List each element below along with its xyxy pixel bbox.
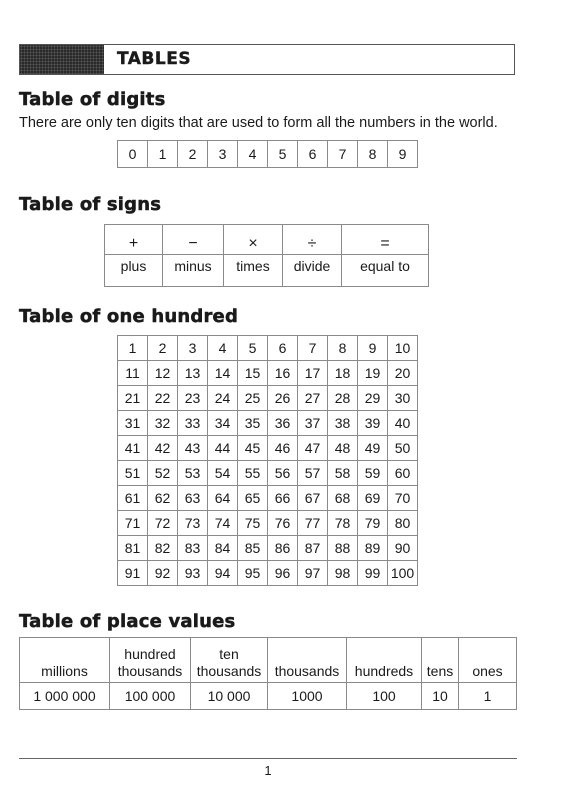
hundred-cell: 55 xyxy=(238,461,268,486)
hundred-cell: 16 xyxy=(268,361,298,386)
hundred-cell: 10 xyxy=(388,336,418,361)
hundred-row xyxy=(118,386,418,411)
hundred-cell: 49 xyxy=(358,436,388,461)
place-value-cell: 1000 xyxy=(268,683,347,710)
hundred-cell: 7 xyxy=(298,336,328,361)
hundred-cell: 61 xyxy=(118,486,148,511)
hundred-cell: 52 xyxy=(148,461,178,486)
hundred-cell: 47 xyxy=(298,436,328,461)
hundred-cell: 25 xyxy=(238,386,268,411)
hundred-cell: 97 xyxy=(298,561,328,586)
hundred-cell: 77 xyxy=(298,511,328,536)
hundred-cell: 62 xyxy=(148,486,178,511)
hundred-cell: 15 xyxy=(238,361,268,386)
section-banner xyxy=(19,44,515,75)
hundred-cell: 59 xyxy=(358,461,388,486)
header-line2: thousands xyxy=(274,663,340,679)
hundred-cell: 21 xyxy=(118,386,148,411)
place-value-cell: 1 000 000 xyxy=(20,683,110,710)
place-value-cell: 1 xyxy=(459,683,517,710)
hundred-cell: 82 xyxy=(148,536,178,561)
hundred-cell: 28 xyxy=(328,386,358,411)
hundred-cell: 86 xyxy=(268,536,298,561)
hundred-cell: 17 xyxy=(298,361,328,386)
hundred-cell: 20 xyxy=(388,361,418,386)
hundred-cell: 71 xyxy=(118,511,148,536)
digit-cell: 4 xyxy=(238,141,268,168)
hundred-cell: 79 xyxy=(358,511,388,536)
header-line2: thousands xyxy=(196,663,262,679)
hundred-cell: 30 xyxy=(388,386,418,411)
digits-description: There are only ten digits that are used to form all the numbers in the world. xyxy=(19,115,498,131)
hundred-cell: 76 xyxy=(268,511,298,536)
digit-cell: 3 xyxy=(208,141,238,168)
hundred-cell: 95 xyxy=(238,561,268,586)
hundred-cell: 96 xyxy=(268,561,298,586)
hundred-cell: 14 xyxy=(208,361,238,386)
hundred-cell: 37 xyxy=(298,411,328,436)
hundred-cell: 57 xyxy=(298,461,328,486)
header-line2: millions xyxy=(41,663,88,679)
place-value-cell: 10 000 xyxy=(191,683,268,710)
sign-symbol: ÷ xyxy=(283,225,342,255)
hundred-cell: 92 xyxy=(148,561,178,586)
hundred-cell: 75 xyxy=(238,511,268,536)
hundred-cell: 32 xyxy=(148,411,178,436)
digit-cell: 6 xyxy=(298,141,328,168)
place-header-cell xyxy=(191,638,268,683)
hundred-row xyxy=(118,561,418,586)
sign-name: minus xyxy=(163,255,224,287)
hundred-cell: 11 xyxy=(118,361,148,386)
hundred-cell: 93 xyxy=(178,561,208,586)
hundred-cell: 1 xyxy=(118,336,148,361)
hundred-cell: 6 xyxy=(268,336,298,361)
hundred-row xyxy=(118,411,418,436)
hundred-cell: 41 xyxy=(118,436,148,461)
place-header-cell xyxy=(347,638,422,683)
hundred-cell: 8 xyxy=(328,336,358,361)
page-number: 1 xyxy=(264,763,272,778)
place-header-cell xyxy=(110,638,191,683)
hundred-cell: 72 xyxy=(148,511,178,536)
hundred-cell: 68 xyxy=(328,486,358,511)
hundred-cell: 65 xyxy=(238,486,268,511)
hundred-cell: 34 xyxy=(208,411,238,436)
hundred-cell: 66 xyxy=(268,486,298,511)
hundred-cell: 99 xyxy=(358,561,388,586)
hundred-cell: 60 xyxy=(388,461,418,486)
hundred-cell: 29 xyxy=(358,386,388,411)
hundred-row xyxy=(118,361,418,386)
hundred-cell: 51 xyxy=(118,461,148,486)
hundred-cell: 19 xyxy=(358,361,388,386)
hundred-cell: 100 xyxy=(388,561,418,586)
digits-table xyxy=(117,140,418,168)
hundred-cell: 4 xyxy=(208,336,238,361)
banner-title: TABLES xyxy=(117,49,192,69)
header-line1: ten xyxy=(219,646,239,662)
hundred-cell: 74 xyxy=(208,511,238,536)
place-values-table xyxy=(19,637,517,710)
hundred-cell: 31 xyxy=(118,411,148,436)
hundred-cell: 23 xyxy=(178,386,208,411)
place-value-cell: 10 xyxy=(422,683,459,710)
header-line2: ones xyxy=(472,663,503,679)
hundred-cell: 18 xyxy=(328,361,358,386)
place-header-cell xyxy=(459,638,517,683)
hundred-cell: 90 xyxy=(388,536,418,561)
hundred-cell: 73 xyxy=(178,511,208,536)
hundred-cell: 87 xyxy=(298,536,328,561)
hundred-cell: 26 xyxy=(268,386,298,411)
hundred-cell: 88 xyxy=(328,536,358,561)
digit-cell: 0 xyxy=(118,141,148,168)
place-values-heading: Table of place values xyxy=(19,611,236,632)
place-value-row xyxy=(20,683,517,710)
hundred-cell: 70 xyxy=(388,486,418,511)
header-line1: hundred xyxy=(124,646,176,662)
place-header-cell xyxy=(422,638,459,683)
signs-name-row xyxy=(105,255,429,287)
hundred-cell: 12 xyxy=(148,361,178,386)
sign-name: equal to xyxy=(342,255,429,287)
hundred-cell: 85 xyxy=(238,536,268,561)
place-header-row xyxy=(20,638,517,683)
hundred-cell: 56 xyxy=(268,461,298,486)
hundred-cell: 13 xyxy=(178,361,208,386)
signs-symbol-row xyxy=(105,225,429,255)
hundred-row xyxy=(118,536,418,561)
digit-cell: 7 xyxy=(328,141,358,168)
hundred-cell: 2 xyxy=(148,336,178,361)
hundred-cell: 83 xyxy=(178,536,208,561)
sign-symbol: + xyxy=(105,225,163,255)
hundred-cell: 50 xyxy=(388,436,418,461)
digits-row xyxy=(118,141,418,168)
hundred-heading: Table of one hundred xyxy=(19,306,239,327)
digits-heading: Table of digits xyxy=(19,89,166,110)
place-value-cell: 100 000 xyxy=(110,683,191,710)
sign-name: plus xyxy=(105,255,163,287)
hundred-cell: 43 xyxy=(178,436,208,461)
hundred-cell: 89 xyxy=(358,536,388,561)
hundred-cell: 5 xyxy=(238,336,268,361)
header-line2: thousands xyxy=(117,663,183,679)
hundred-cell: 94 xyxy=(208,561,238,586)
hundred-cell: 98 xyxy=(328,561,358,586)
hundred-cell: 91 xyxy=(118,561,148,586)
sign-name: times xyxy=(224,255,283,287)
hundred-cell: 84 xyxy=(208,536,238,561)
hundred-cell: 80 xyxy=(388,511,418,536)
banner-dark-block xyxy=(20,45,104,74)
hundred-cell: 35 xyxy=(238,411,268,436)
hundred-table xyxy=(117,335,418,586)
digit-cell: 5 xyxy=(268,141,298,168)
hundred-cell: 53 xyxy=(178,461,208,486)
digit-cell: 1 xyxy=(148,141,178,168)
hundred-cell: 67 xyxy=(298,486,328,511)
hundred-row xyxy=(118,336,418,361)
hundred-cell: 58 xyxy=(328,461,358,486)
header-line2: hundreds xyxy=(354,663,414,679)
hundred-cell: 22 xyxy=(148,386,178,411)
footer-divider xyxy=(19,758,517,759)
digit-cell: 8 xyxy=(358,141,388,168)
signs-heading: Table of signs xyxy=(19,194,162,215)
place-header-cell xyxy=(20,638,110,683)
hundred-cell: 3 xyxy=(178,336,208,361)
digit-cell: 2 xyxy=(178,141,208,168)
hundred-cell: 69 xyxy=(358,486,388,511)
hundred-cell: 48 xyxy=(328,436,358,461)
hundred-cell: 40 xyxy=(388,411,418,436)
sign-name: divide xyxy=(283,255,342,287)
hundred-row xyxy=(118,511,418,536)
hundred-cell: 36 xyxy=(268,411,298,436)
hundred-cell: 46 xyxy=(268,436,298,461)
hundred-cell: 64 xyxy=(208,486,238,511)
sign-symbol: = xyxy=(342,225,429,255)
sign-symbol: − xyxy=(163,225,224,255)
hundred-row xyxy=(118,486,418,511)
hundred-cell: 54 xyxy=(208,461,238,486)
hundred-cell: 38 xyxy=(328,411,358,436)
hundred-row xyxy=(118,461,418,486)
hundred-cell: 78 xyxy=(328,511,358,536)
hundred-cell: 42 xyxy=(148,436,178,461)
hundred-cell: 81 xyxy=(118,536,148,561)
place-value-cell: 100 xyxy=(347,683,422,710)
hundred-cell: 44 xyxy=(208,436,238,461)
hundred-row xyxy=(118,436,418,461)
hundred-cell: 45 xyxy=(238,436,268,461)
signs-table xyxy=(104,224,429,287)
hundred-cell: 9 xyxy=(358,336,388,361)
hundred-cell: 27 xyxy=(298,386,328,411)
digit-cell: 9 xyxy=(388,141,418,168)
hundred-cell: 39 xyxy=(358,411,388,436)
header-line2: tens xyxy=(426,663,454,679)
hundred-cell: 24 xyxy=(208,386,238,411)
hundred-cell: 63 xyxy=(178,486,208,511)
place-header-cell xyxy=(268,638,347,683)
sign-symbol: × xyxy=(224,225,283,255)
hundred-cell: 33 xyxy=(178,411,208,436)
